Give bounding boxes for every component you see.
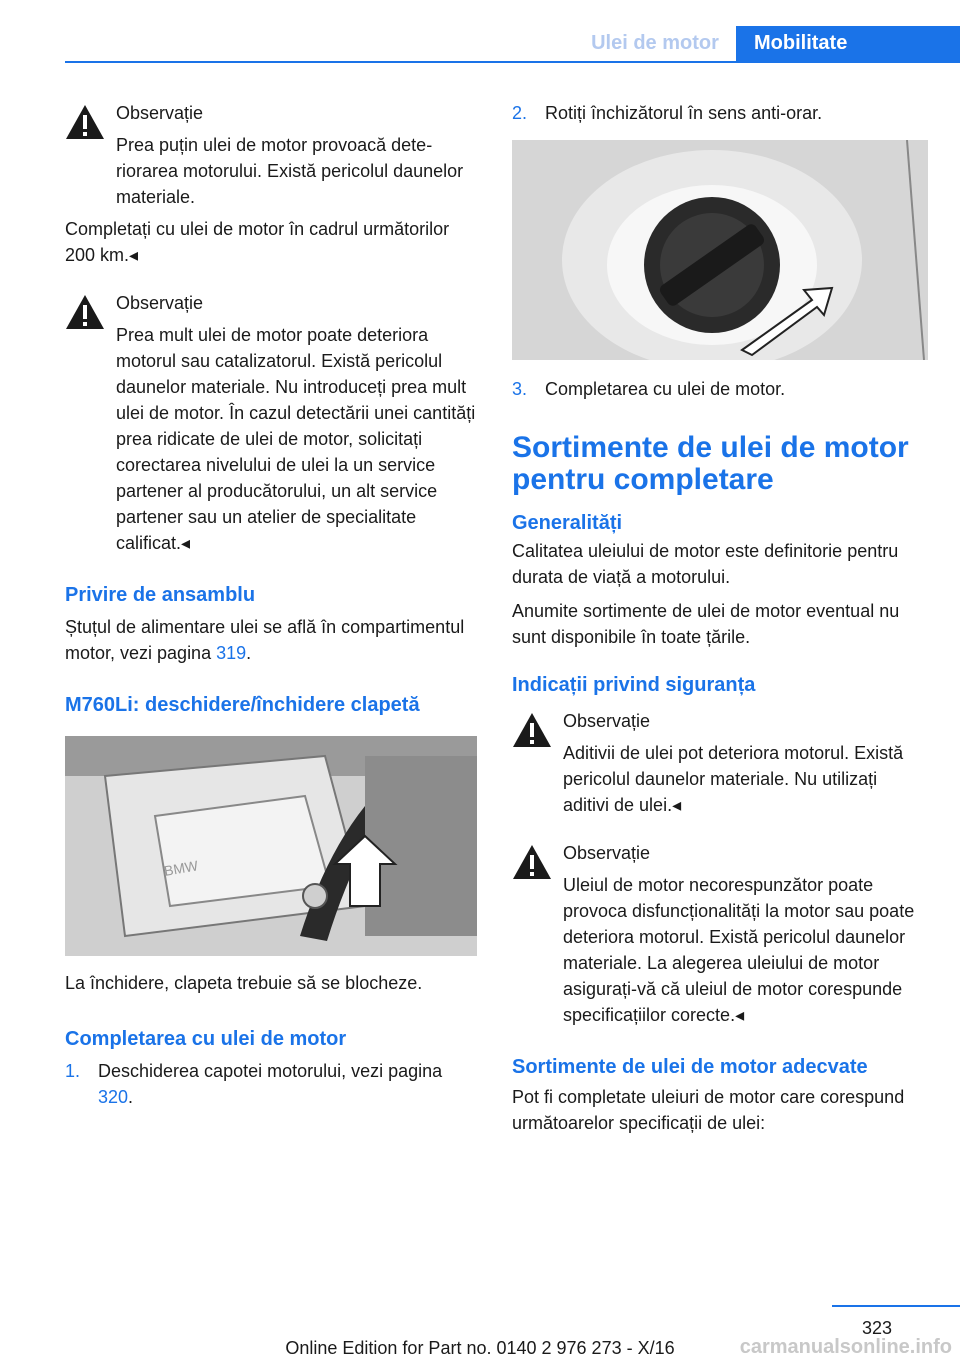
step-item <box>512 100 924 126</box>
warning-block <box>512 708 924 818</box>
warning-text: Prea mult ulei de motor poate deteriora motorul sau catalizatorul. Există pericolul daunelor materiale. Nu introduceți prea mult ulei de motor. În cazul detectării unei cantități prea ridicate de ulei de motor, solicitați corectarea nivelului de ulei la un service partener al producătorului, un alt service partener sau un atelier de specialitate calificat.◂ <box>116 325 476 553</box>
main-heading: Sortimente de ulei de motor pentru completare <box>512 431 909 496</box>
section-heading-general: Generalități <box>512 512 623 534</box>
warning-text: Uleiul de motor necorespunzător poate provoca disfuncționalități la motor sau poate deteriora motorul. Există pericolul daunelor materiale. La alegerea uleiului de motor asigurați-vă că uleiul de motor corespunde specificațiilor corecte.◂ <box>563 875 915 1025</box>
step-item <box>512 376 924 402</box>
warning-triangle-icon <box>512 844 552 880</box>
footer-rule <box>832 1305 960 1307</box>
engine-compartment-image <box>65 736 477 956</box>
step-text: Deschiderea capotei motorului, vezi pagina <box>98 1061 443 1081</box>
warning-title: Observație <box>116 293 204 313</box>
warning-title: Observație <box>116 103 204 123</box>
section-heading-m760li: M760Li: deschidere/închidere clapetă <box>65 694 420 716</box>
left-column <box>65 100 477 1110</box>
page-link-320[interactable]: 320 <box>98 1087 129 1107</box>
overview-text-end: . <box>246 643 252 663</box>
step-item <box>65 1058 477 1110</box>
warning-text-2: Completați cu ulei de motor în cadrul următorilor 200 km.◂ <box>65 219 450 265</box>
step-text: Completarea cu ulei de motor. <box>545 379 786 399</box>
svg-text:BMW: BMW <box>162 857 200 879</box>
header-rule <box>65 61 960 63</box>
edition-footer: Online Edition for Part no. 0140 2 976 273 - X/16 <box>285 1338 675 1358</box>
figure-caption: La închidere, clapeta trebuie să se blocheze. <box>65 973 423 993</box>
step-text: Rotiți închizătorul în sens anti-orar. <box>545 103 823 123</box>
warning-triangle-icon <box>512 712 552 748</box>
section-heading-overview: Privire de ansamblu <box>65 584 256 606</box>
page-number: 323 <box>862 1318 893 1338</box>
warning-triangle-icon <box>65 294 105 330</box>
step-number: 1. <box>65 1061 81 1081</box>
right-column <box>512 100 924 1136</box>
warning-title: Observație <box>563 843 651 863</box>
overview-text <box>65 614 477 666</box>
warning-block <box>512 840 924 1028</box>
general-text-2: Anumite sortimente de ulei de motor eventual nu sunt disponibile în toate țările. <box>512 601 900 647</box>
warning-text: Prea puțin ulei de motor provoacă deteriorarea motorului. Există pericolul daunelor materiale. <box>116 135 464 207</box>
warning-block <box>65 100 477 268</box>
page-link-319[interactable]: 319 <box>216 643 247 663</box>
step-number: 3. <box>512 379 528 399</box>
tab-mobilitate[interactable]: Mobilitate <box>736 26 960 62</box>
warning-triangle-icon <box>65 104 105 140</box>
section-heading-fill: Completarea cu ulei de motor <box>65 1028 347 1050</box>
warning-text: Aditivii de ulei pot deteriora motorul. Există pericolul daunelor materiale. Nu utilizați aditivi de ulei.◂ <box>563 743 904 815</box>
overview-text-body: Ștuțul de alimentare ulei se află în compartimentul motor, vezi pagina <box>65 617 465 663</box>
general-text-1: Calitatea uleiului de motor este definitorie pentru durata de viață a motorului. <box>512 541 899 587</box>
suitable-text: Pot fi completate uleiuri de motor care corespund următoarelor specificații de ulei: <box>512 1087 905 1133</box>
warning-block <box>65 290 477 556</box>
section-heading-suitable: Sortimente de ulei de motor adecvate <box>512 1056 868 1078</box>
step-text-end: . <box>128 1087 134 1107</box>
tab-ulei-de-motor[interactable]: Ulei de motor <box>591 32 719 54</box>
oil-cap-image <box>512 140 928 360</box>
warning-title: Observație <box>563 711 651 731</box>
step-number: 2. <box>512 103 528 123</box>
section-heading-safety: Indicații privind siguranța <box>512 674 756 696</box>
watermark: carmanualsonline.info <box>739 1336 952 1358</box>
